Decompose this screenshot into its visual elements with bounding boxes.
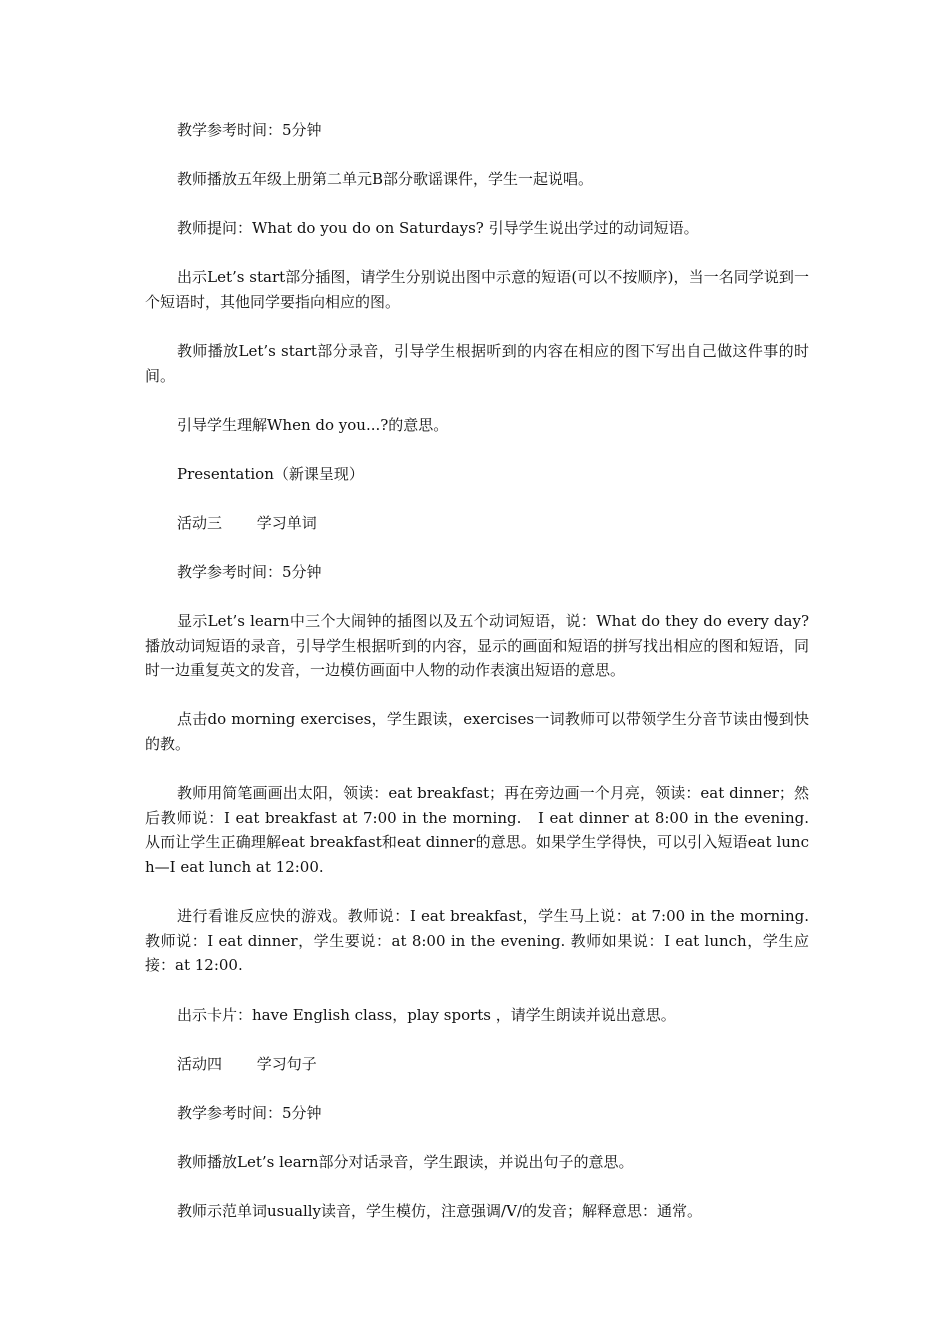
paragraph-morning-exercises: 点击do morning exercises，学生跟读，exercises一词教师可以带领学生分音节读由慢到快的教。 — [145, 710, 809, 753]
activity-heading-4: 活动四 学习句子 — [177, 1055, 317, 1073]
paragraph-question: 教师提问：What do you do on Saturdays? 引导学生说出学过的动词短语。 — [177, 219, 699, 237]
paragraph-dialogue-audio: 教师播放Let’s learn部分对话录音，学生跟读，并说出句子的意思。 — [177, 1153, 634, 1171]
paragraph-song: 教师播放五年级上册第二单元B部分歌谣课件，学生一起说唱。 — [177, 170, 594, 188]
paragraph-lets-start-picture: 出示Let’s start部分插图，请学生分别说出图中示意的短语(可以不按顺序)，当一名同学说到一个短语时，其他同学要指向相应的图。 — [145, 268, 809, 311]
paragraph-cards: 出示卡片：have English class，play sports ，请学生朗读并说出意思。 — [177, 1006, 676, 1024]
paragraph-when-do-you: 引导学生理解When do you...?的意思。 — [177, 416, 449, 434]
paragraph-lets-learn-display: 显示Let’s learn中三个大闹钟的插图以及五个动词短语，说：What do they do every day? 播放动词短语的录音，引导学生根据听到的内容，显示的画面和短语的拼写找出相应的图和短语，同时一边重复英文的发音，一边模仿画面中人物的动作表演出短语的意思。 — [145, 612, 809, 679]
paragraph-breakfast-dinner: 教师用简笔画画出太阳，领读：eat breakfast；再在旁边画一个月亮，领读：eat dinner；然后教师说：I eat breakfast at 7:00 in the morning. I eat dinner at 8:00 in the evening. 从而让学生正确理解eat breakfast和eat dinner的意思。如果学生学得快，可以引入短语eat lunch—I eat lunch at 12:00. — [145, 784, 809, 876]
paragraph-lets-start-audio: 教师播放Let’s start部分录音，引导学生根据听到的内容在相应的图下写出自己做这件事的时间。 — [145, 342, 809, 385]
paragraph-time-3: 教学参考时间：5分钟 — [177, 1104, 322, 1122]
paragraph-reaction-game: 进行看谁反应快的游戏。教师说：I eat breakfast，学生马上说：at 7:00 in the morning. 教师说：I eat dinner，学生要说：at 8:00 in the evening. 教师如果说：I eat lunch，学生应接：at 12:00. — [145, 907, 809, 974]
activity-heading-3: 活动三 学习单词 — [177, 514, 317, 532]
section-heading-presentation: Presentation（新课呈现） — [177, 465, 364, 483]
paragraph-time-2: 教学参考时间：5分钟 — [177, 563, 322, 581]
paragraph-time-1: 教学参考时间：5分钟 — [177, 121, 322, 139]
paragraph-usually: 教师示范单词usually读音，学生模仿，注意强调/V/的发音；解释意思：通常。 — [177, 1202, 702, 1220]
